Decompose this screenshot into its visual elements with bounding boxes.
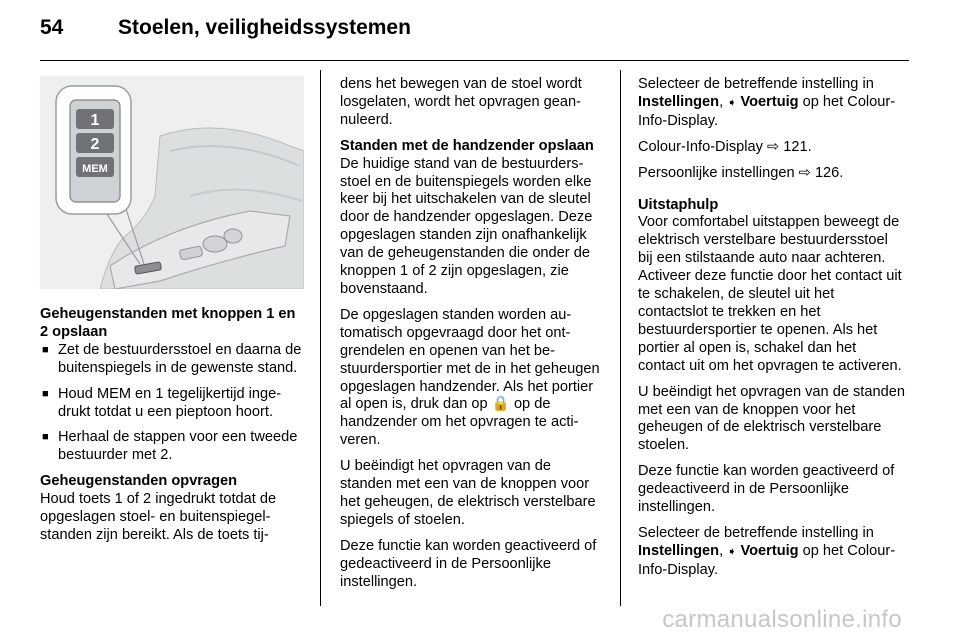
list-item: ■ Houd MEM en 1 tegelijkertijd ingedrukt totdat u een pieptoon hoort. xyxy=(40,386,306,422)
menu-path-vehicle: Voertuig xyxy=(740,93,799,110)
paragraph: Houd toets 1 of 2 ingedrukt totdat de opgeslagen stoel- en buitenspiegelstanden zijn bereikt. Als de toets tij- xyxy=(40,491,277,543)
seat-drawing xyxy=(40,76,304,289)
paragraph xyxy=(638,139,906,157)
memory-button-2-label: 2 xyxy=(90,136,100,153)
text: Selecteer de betreffende instelling in xyxy=(638,76,874,92)
seat-memory-illustration xyxy=(40,76,304,289)
paragraph xyxy=(638,165,906,183)
watermark-brand: carmanualsonline.info xyxy=(662,606,902,633)
list-item: ■ Herhaal de stappen voor een tweede bestuurder met 2. xyxy=(40,429,306,465)
page-ref: 126. xyxy=(814,164,844,181)
paragraph: U beëindigt het opvragen van de standen met een van de knoppen voor het geheugen of de elektrisch verstelbare stoelen. xyxy=(638,383,905,454)
section-heading-remote-store: Standen met de handzender opslaan xyxy=(340,137,594,154)
page-title: Stoelen, veiligheidssystemen xyxy=(118,16,411,39)
section-heading-exit-assist: Uitstaphulp xyxy=(638,196,719,213)
section-heading-store-buttons: Geheugenstanden met knoppen 1 en 2 opslaan xyxy=(40,306,296,340)
text: Colour-Info-Display xyxy=(638,138,763,155)
paragraph: Voor comfortabel uitstappen beweegt de elektrisch verstelbare bestuurdersstoel bij een stilstaande auto naar achteren. Activeer deze functie door het contact uit te schakelen, de sleutel uit het contactslot te trekken en het bestuurdersportier te openen. Als het portier al open is, schakel dan het contact uit om het opvragen te activeren. xyxy=(638,214,902,374)
paragraph: U beëindigt het opvragen van de standen met een van de knoppen voor het geheugen, de elektrisch verstelbare spiegels of stoelen. xyxy=(340,458,596,528)
paragraph: Selecteer de betreffende instelling in Instellingen, ➧ Voertuig op het Colour-Info-Display. xyxy=(638,524,896,578)
page-ref-icon: ⇨ xyxy=(766,138,780,155)
header-divider xyxy=(40,60,909,61)
page-number: 54 xyxy=(40,16,64,39)
column-1 xyxy=(40,306,306,553)
text: op het Colour-Info-Display. xyxy=(638,93,896,129)
section-heading-recall: Geheugenstanden opvragen xyxy=(40,473,238,490)
page-header xyxy=(40,16,411,52)
instruction-list xyxy=(40,342,306,465)
text: op het Colour-Info-Display. xyxy=(638,542,896,578)
text: Persoonlijke instellingen xyxy=(638,164,795,181)
memory-button-1-label: 1 xyxy=(90,112,100,129)
paragraph: Deze functie kan worden geactiveerd of gedeactiveerd in de Persoonlijke instellingen. xyxy=(340,537,597,590)
column-divider xyxy=(320,70,321,606)
arrow-right-icon: ➧ xyxy=(727,545,737,558)
menu-path-settings: Instellingen xyxy=(638,542,720,559)
memory-button-mem-label: MEM xyxy=(82,163,108,175)
menu-path-settings: Instellingen xyxy=(638,93,720,110)
paragraph: De huidige stand van de bestuurdersstoel en de buitenspiegels worden elke keer bij het uitschakelen van de sleutel door de handzender opgeslagen. Deze opgeslagen standen zijn onafhankelijk van de geheugenstanden die onder de knoppen 1 of 2 zijn opgeslagen, zie bovenstaand. xyxy=(340,155,593,297)
paragraph: Deze functie kan worden geactiveerd of gedeactiveerd in de Persoonlijke instellingen. xyxy=(638,463,895,516)
text: Selecteer de betreffende instelling in xyxy=(638,524,874,541)
page-ref: 121. xyxy=(783,138,812,155)
column-3 xyxy=(638,76,906,588)
arrow-right-icon: ➧ xyxy=(727,96,737,109)
paragraph: Selecteer de betreffende instelling in Instellingen, ➧ Voertuig op het Colour-Info-Display. xyxy=(638,76,896,129)
paragraph: De opgeslagen standen worden automatisch opgevraagd door het ontgrendelen en openen van het bestuurdersportier met de in het geheugen opgeslagen handzender. Als het portier al open is, druk dan op 🔒 op de handzender om het opvragen te activeren. xyxy=(340,306,600,449)
paragraph: dens het bewegen van de stoel wordt losgelaten, wordt het opvragen geannuleerd. xyxy=(340,76,582,128)
list-item: ■ Zet de bestuurdersstoel en daarna de buitenspiegels in de gewenste stand. xyxy=(40,342,306,378)
column-divider xyxy=(620,70,621,606)
page-ref-icon: ⇨ xyxy=(798,164,811,181)
column-2 xyxy=(340,76,606,599)
menu-path-vehicle: Voertuig xyxy=(740,542,799,559)
